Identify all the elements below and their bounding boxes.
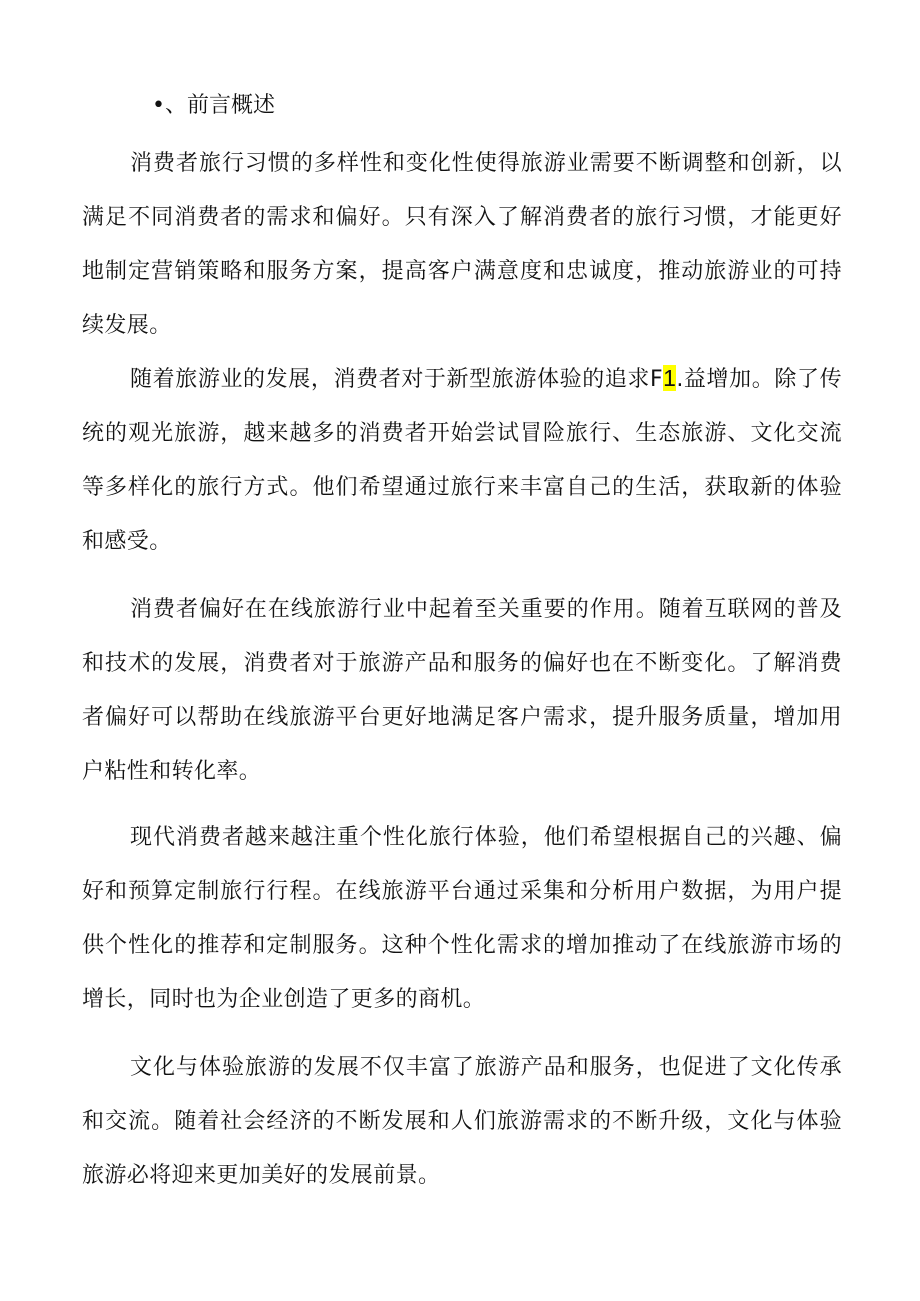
paragraph-2-text-after: 益增加。除了传统的观光旅游，越来越多的消费者开始尝试冒险旅行、生态旅游、文化交流等多样化的旅行方式。他们希望通过旅行来丰富自己的生活，获取新的体验和感受。 — [82, 367, 842, 554]
section-heading: •、前言概述 — [152, 93, 275, 118]
paragraph-2-highlight-prefix: F — [650, 367, 664, 392]
paragraph-2 — [82, 351, 842, 569]
paragraph-1: 消费者旅行习惯的多样性和变化性使得旅游业需要不断调整和创新，以满足不同消费者的需求和偏好。只有深入了解消费者的旅行习惯，才能更好地制定营销策略和服务方案，提高客户满意度和忠诚度，推动旅游业的可持续发展。 — [82, 151, 842, 338]
paragraph-2-highlight-suffix: . — [676, 367, 684, 392]
paragraph-5: 文化与体验旅游的发展不仅丰富了旅游产品和服务，也促进了文化传承和交流。随着社会经济的不断发展和人们旅游需求的不断升级，文化与体验旅游必将迎来更加美好的发展前景。 — [82, 1055, 842, 1188]
paragraph-2-text-before: 随着旅游业的发展，消费者对于新型旅游体验的追求 — [130, 367, 651, 392]
highlighted-text: 1 — [663, 365, 677, 391]
paragraph-3: 消费者偏好在在线旅游行业中起着至关重要的作用。随着互联网的普及和技术的发展，消费者对于旅游产品和服务的偏好也在不断变化。了解消费者偏好可以帮助在线旅游平台更好地满足客户需求，提升服务质量，增加用户粘性和转化率。 — [82, 597, 842, 784]
paragraph-4: 现代消费者越来越注重个性化旅行体验，他们希望根据自己的兴趣、偏好和预算定制旅行行程。在线旅游平台通过采集和分析用户数据，为用户提供个性化的推荐和定制服务。这种个性化需求的增加推动了在线旅游市场的增长，同时也为企业创造了更多的商机。 — [82, 825, 842, 1012]
